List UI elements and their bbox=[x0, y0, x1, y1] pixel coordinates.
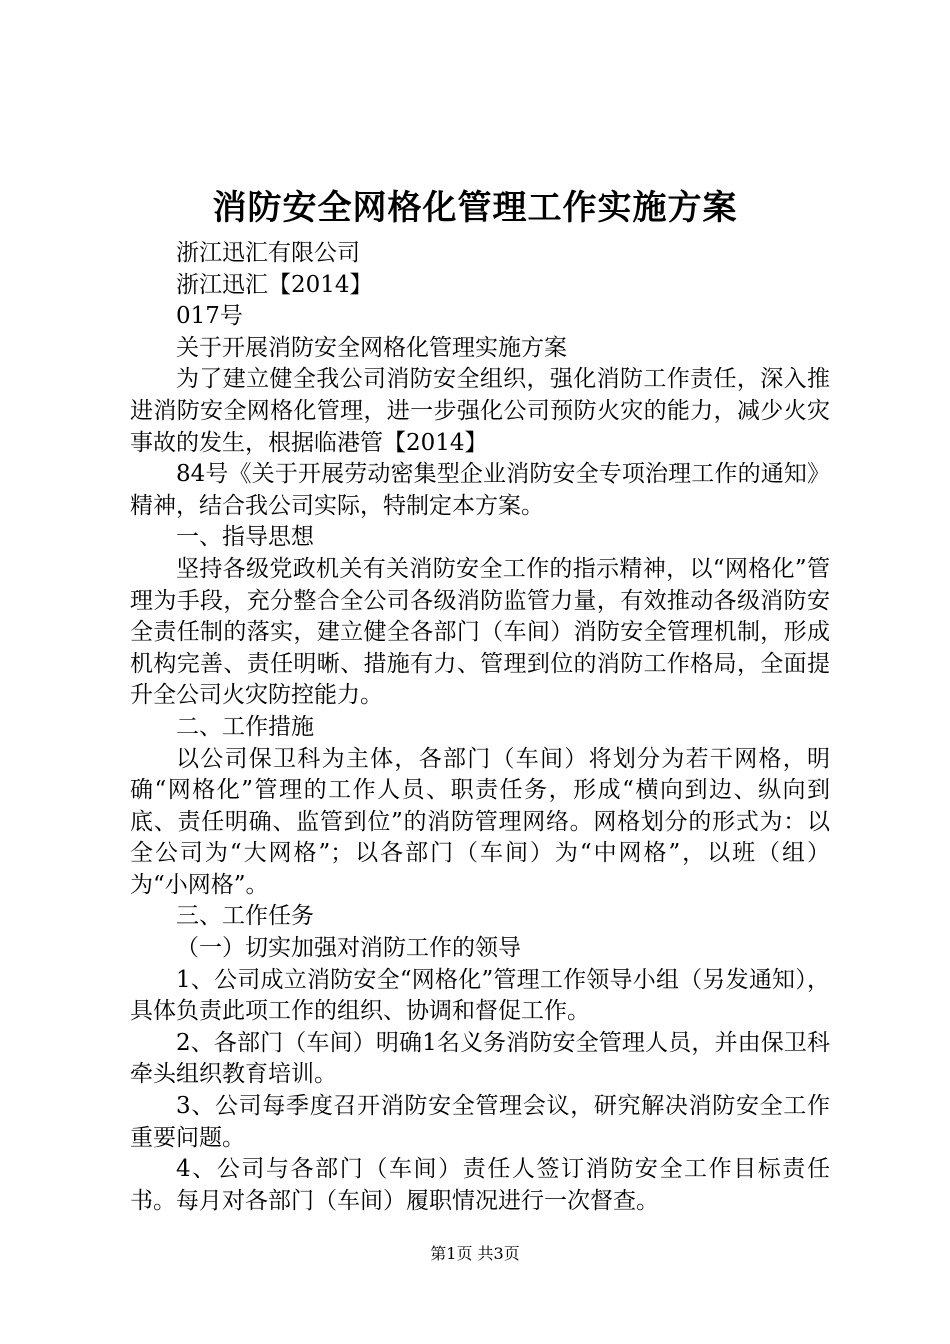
paragraph-doc-code: 浙江迅汇【2014】 bbox=[176, 271, 373, 298]
document-body bbox=[130, 238, 830, 1217]
task-item-4: 4、公司与各部门（车间）责任人签订消防安全工作目标责任书。每月对各部门（车间）履职情况进行一次督查。 bbox=[130, 1156, 830, 1214]
paragraph-company: 浙江迅汇有限公司 bbox=[176, 240, 360, 266]
heading-guiding-thought: 一、指导思想 bbox=[176, 524, 314, 551]
subheading-leadership: （一）切实加强对消防工作的领导 bbox=[176, 935, 521, 962]
paragraph-work-measures: 以公司保卫科为主体，各部门（车间）将划分为若干网格，明确“网格化”管理的工作人员、职责任务，形成“横向到边、纵向到底、责任明确、监管到位”的消防管理网络。网格划分的形式为：以全公司为“大网格”；以各部门（车间）为“中网格”，以班（组）为“小网格”。 bbox=[130, 745, 830, 898]
task-item-1: 1、公司成立消防安全“网格化”管理工作领导小组（另发通知），具体负责此项工作的组织、协调和督促工作。 bbox=[130, 966, 830, 1025]
paragraph-subject: 关于开展消防安全网格化管理实施方案 bbox=[176, 334, 567, 361]
paragraph-basis: 84号《关于开展劳动密集型企业消防安全专项治理工作的通知》精神，结合我公司实际，特制定本方案。 bbox=[130, 461, 830, 519]
page-footer: 第1页 共3页 bbox=[430, 1244, 520, 1263]
document-title: 消防安全网格化管理工作实施方案 bbox=[212, 188, 738, 228]
task-item-3: 3、公司每季度召开消防安全管理会议，研究解决消防安全工作重要问题。 bbox=[130, 1093, 830, 1151]
task-item-2: 2、各部门（车间）明确1名义务消防安全管理人员，并由保卫科牵头组织教育培训。 bbox=[130, 1029, 830, 1088]
heading-work-measures: 二、工作措施 bbox=[176, 713, 314, 740]
paragraph-guiding-thought: 坚持各级党政机关有关消防安全工作的指示精神，以“网格化”管理为手段，充分整合全公司各级消防监管力量，有效推动各级消防安全责任制的落实，建立健全各部门（车间）消防安全管理机制，形成机构完善、责任明晰、措施有力、管理到位的消防工作格局，全面提升全公司火灾防控能力。 bbox=[130, 555, 830, 709]
heading-work-tasks: 三、工作任务 bbox=[176, 903, 314, 930]
paragraph-doc-number: 017号 bbox=[176, 303, 243, 330]
paragraph-purpose: 为了建立健全我公司消防安全组织，强化消防工作责任，深入推进消防安全网格化管理，进一步强化公司预防火灾的能力，减少火灾事故的发生，根据临港管【2014】 bbox=[130, 366, 830, 456]
